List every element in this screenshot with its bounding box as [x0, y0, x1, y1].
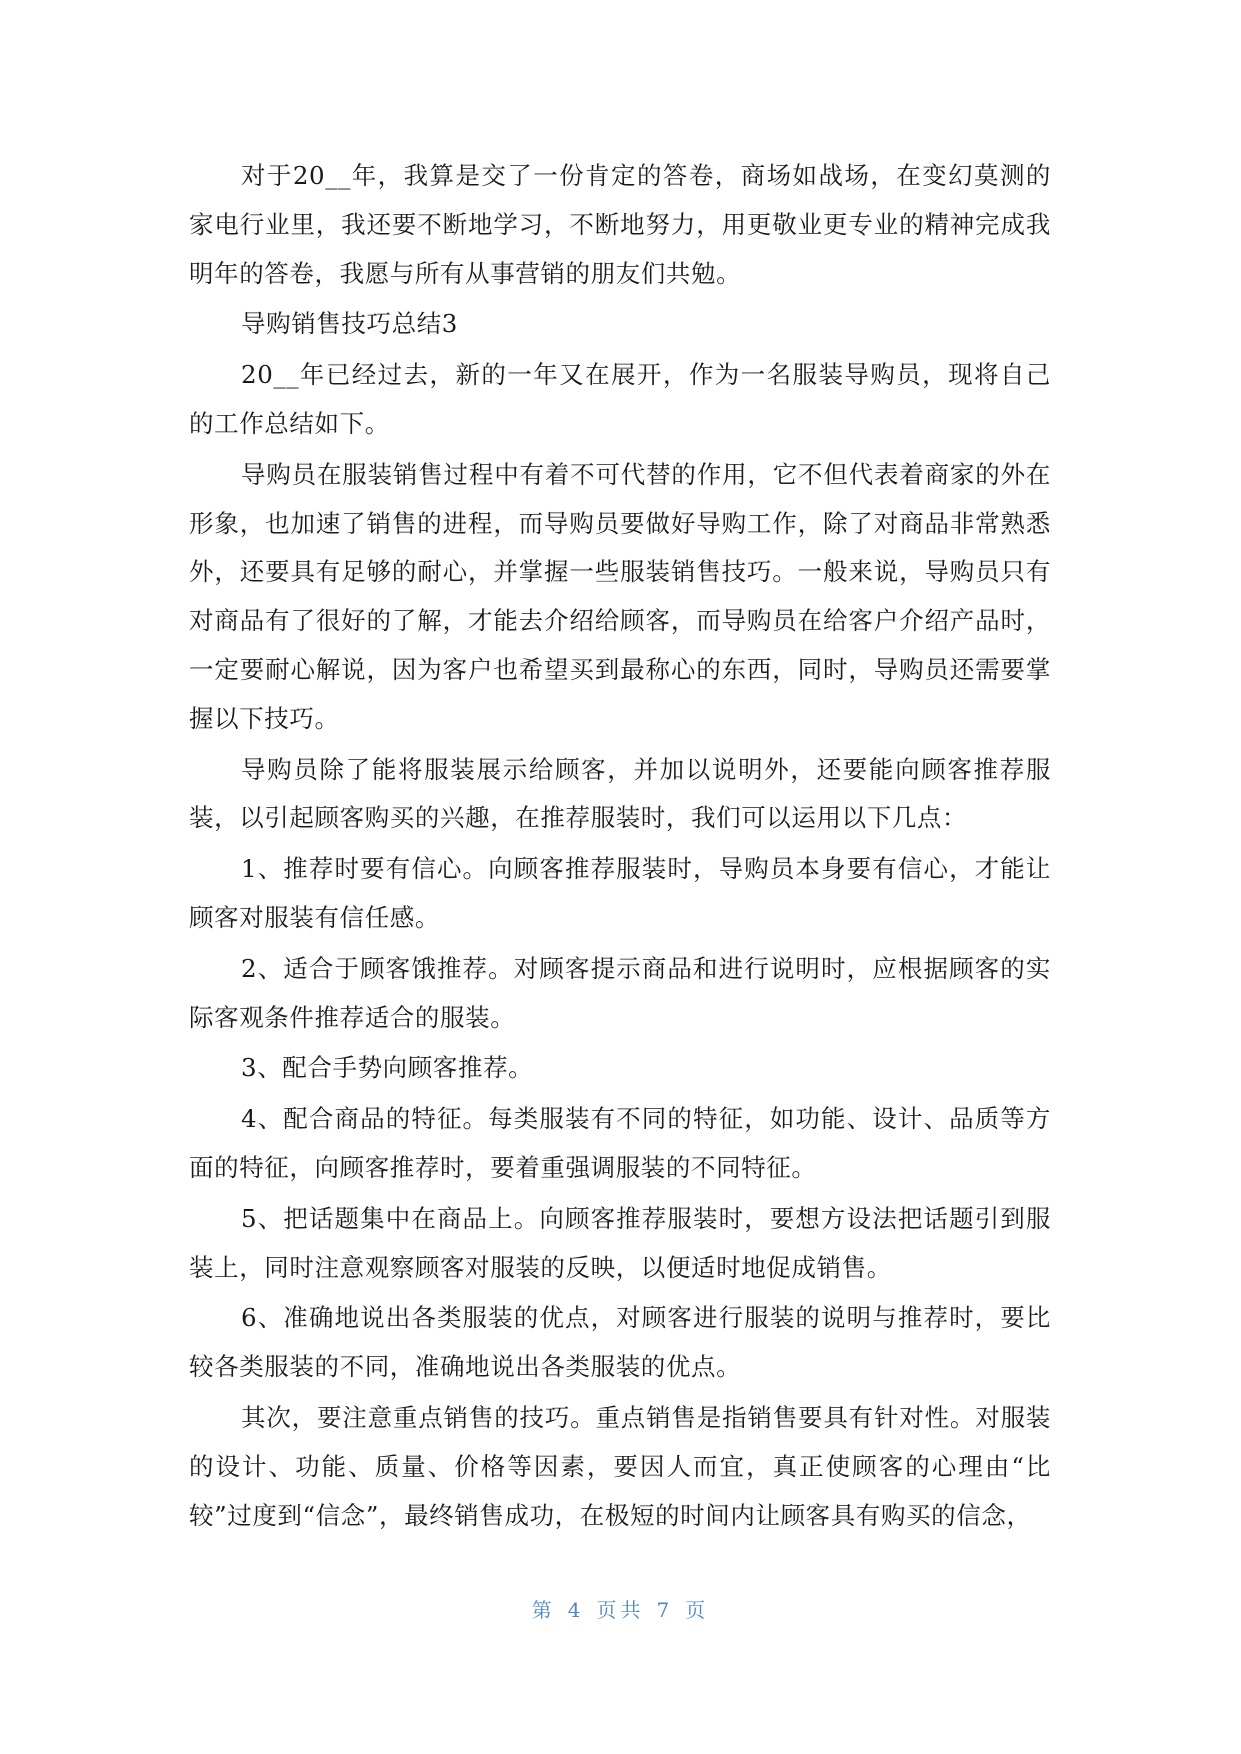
page-number-footer [0, 1594, 1241, 1623]
list-item-4: 4、配合商品的特征。每类服装有不同的特征，如功能、设计、品质等方面的特征，向顾客推荐时，要着重强调服装的不同特征。 [189, 1104, 1051, 1182]
list-item-3: 3、配合手势向顾客推荐。 [241, 1053, 534, 1083]
total-pages-number: 7 [656, 1598, 674, 1622]
paragraph-key-selling: 其次，要注意重点销售的技巧。重点销售是指销售要具有针对性。对服装的设计、功能、质量、价格等因素，要因人而宜，真正使顾客的心理由“比较”过度到“信念”，最终销售成功，在极短的时间内让顾客具有购买的信念， [189, 1402, 1051, 1530]
paragraph-recommend-intro: 导购员除了能将服装展示给顾客，并加以说明外，还要能向顾客推荐服装，以引起顾客购买的兴趣，在推荐服装时，我们可以运用以下几点： [189, 754, 1051, 833]
list-item-1: 1、推荐时要有信心。向顾客推荐服装时，导购员本身要有信心，才能让顾客对服装有信任感。 [189, 854, 1051, 932]
paragraph-role-of-guide: 导购员在服装销售过程中有着不可代替的作用，它不但代表着商家的外在形象，也加速了销售的进程，而导购员要做好导购工作，除了对商品非常熟悉外，还要具有足够的耐心，并掌握一些服装销售技巧。一般来说，导购员只有对商品有了很好的了解，才能去介绍给顾客，而导购员在给客户介绍产品时，一定要耐心解说，因为客户也希望买到最称心的东西，同时，导购员还需要掌握以下技巧。 [189, 459, 1051, 733]
page-prefix: 第 [531, 1598, 556, 1622]
page-middle: 页共 [596, 1598, 645, 1622]
paragraph-closing-remarks: 对于20__年，我算是交了一份肯定的答卷，商场如战场，在变幻莫测的家电行业里，我还要不断地学习，不断地努力，用更敬业更专业的精神完成我明年的答卷，我愿与所有从事营销的朋友们共勉。 [189, 161, 1051, 288]
document-body [189, 152, 1051, 1542]
list-item-5: 5、把话题集中在商品上。向顾客推荐服装时，要想方设法把话题引到服装上，同时注意观察顾客对服装的反映，以便适时地促成销售。 [189, 1203, 1051, 1282]
list-item-6: 6、准确地说出各类服装的优点，对顾客进行服装的说明与推荐时，要比较各类服装的不同，准确地说出各类服装的优点。 [189, 1303, 1051, 1382]
current-page-number: 4 [567, 1598, 585, 1622]
page-suffix: 页 [685, 1598, 710, 1622]
paragraph-intro: 20__年已经过去，新的一年又在展开，作为一名服装导购员，现将自己的工作总结如下。 [189, 360, 1051, 438]
list-item-2: 2、适合于顾客饿推荐。对顾客提示商品和进行说明时，应根据顾客的实际客观条件推荐适合的服装。 [189, 953, 1051, 1032]
section-heading: 导购销售技巧总结3 [241, 309, 458, 339]
